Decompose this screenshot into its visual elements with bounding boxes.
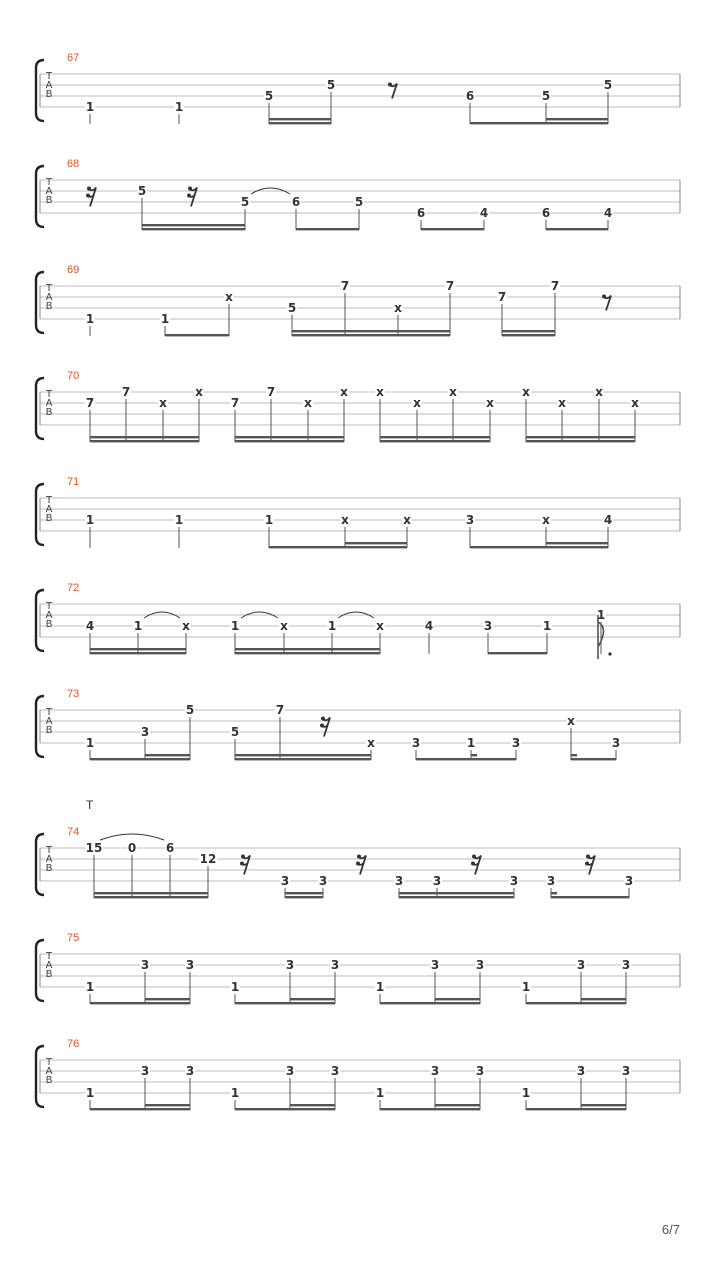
note-beam [380, 440, 490, 442]
fret-number: 5 [264, 89, 274, 103]
fret-number: x [567, 714, 575, 728]
fret-number: 3 [509, 874, 519, 888]
fret-number: 3 [546, 874, 556, 888]
note-beam [165, 334, 229, 336]
fret-number: 3 [285, 1064, 295, 1078]
note-beam [145, 998, 190, 1000]
fret-number: x [558, 396, 566, 410]
fret-number: 3 [330, 1064, 340, 1078]
fret-number: 3 [483, 619, 493, 633]
fret-number: x [340, 385, 348, 399]
note-beam [142, 228, 245, 230]
note-beam-stub [471, 754, 477, 756]
tab-clef-letter: T [45, 283, 53, 294]
fret-number: 4 [479, 206, 489, 220]
tab-clef-letter: B [45, 725, 53, 736]
fret-number: x [376, 385, 384, 399]
note-beam [235, 1108, 335, 1110]
fret-number: 7 [340, 279, 350, 293]
fret-number: 3 [140, 1064, 150, 1078]
note-beam [581, 1104, 626, 1106]
sixteenth-rest-dot [240, 862, 244, 866]
fret-number: 6 [291, 195, 301, 209]
note-beam-stub [571, 754, 577, 756]
tab-clef-letter: T [45, 177, 53, 188]
sixteenth-rest-dot [472, 855, 476, 859]
tab-clef-letter: A [45, 398, 53, 409]
sixteenth-rest-dot [585, 862, 589, 866]
measure-number: 71 [67, 476, 80, 488]
fret-number: 3 [576, 958, 586, 972]
tab-clef-letter: T [45, 495, 53, 506]
tab-clef-letter: B [45, 1075, 53, 1086]
fret-number: 3 [185, 1064, 195, 1078]
note-beam [94, 892, 208, 894]
note-beam [380, 1002, 480, 1004]
fret-number: 1 [85, 736, 95, 750]
fret-number: x [394, 301, 402, 315]
fret-number: 3 [140, 725, 150, 739]
tab-clef-letter: B [45, 969, 53, 980]
tab-clef-letter: B [45, 619, 53, 630]
measure-number: 67 [67, 52, 80, 64]
sixteenth-rest-dot [471, 862, 475, 866]
note-beam [416, 758, 516, 760]
note-beam [470, 546, 608, 548]
fret-number: 7 [445, 279, 455, 293]
note-beam [292, 334, 450, 336]
fret-number: x [403, 513, 411, 527]
fret-number: 1 [542, 619, 552, 633]
fret-number: 1 [85, 100, 95, 114]
note-beam [526, 1002, 626, 1004]
fret-number: 1 [264, 513, 274, 527]
tab-clef-letter: B [45, 407, 53, 418]
fret-number: x [195, 385, 203, 399]
eighth-rest-dot [388, 83, 392, 87]
fret-number: 3 [465, 513, 475, 527]
tab-clef-letter: T [45, 951, 53, 962]
note-beam [145, 754, 190, 756]
fret-number: x [631, 396, 639, 410]
fret-number: 5 [185, 703, 195, 717]
fret-number: 3 [411, 736, 421, 750]
fret-number: 1 [521, 1086, 531, 1100]
fret-number: 5 [354, 195, 364, 209]
fret-number: 7 [85, 396, 95, 410]
sixteenth-rest-dot [320, 724, 324, 728]
note-beam [571, 758, 616, 760]
measure-number: 73 [67, 688, 80, 700]
sixteenth-rest-dot [188, 187, 192, 191]
fret-number: 0 [127, 841, 137, 855]
fret-number: 3 [621, 1064, 631, 1078]
fret-number: 1 [521, 980, 531, 994]
note-beam [235, 1002, 335, 1004]
section-marker: T [86, 798, 94, 812]
fret-number: 1 [375, 980, 385, 994]
fret-number: 1 [596, 608, 606, 622]
fret-number: 5 [230, 725, 240, 739]
fret-number: 1 [174, 100, 184, 114]
fret-number: 6 [541, 206, 551, 220]
note-beam [345, 542, 407, 544]
sixteenth-rest-dot [241, 855, 245, 859]
fret-number: 7 [266, 385, 276, 399]
note-beam [526, 1108, 626, 1110]
fret-number: x [159, 396, 167, 410]
fret-number: 3 [394, 874, 404, 888]
fret-number: 1 [327, 619, 337, 633]
fret-number: 3 [280, 874, 290, 888]
fret-number: x [522, 385, 530, 399]
fret-number: 3 [621, 958, 631, 972]
fret-number: 1 [85, 980, 95, 994]
fret-number: 3 [330, 958, 340, 972]
note-beam [551, 896, 629, 898]
tab-clef-letter: T [45, 845, 53, 856]
tab-clef-letter: T [45, 1057, 53, 1068]
sixteenth-rest-dot [356, 862, 360, 866]
note-beam [94, 896, 208, 898]
fret-number: 1 [230, 980, 240, 994]
note-beam [90, 1108, 190, 1110]
note-beam [90, 758, 190, 760]
sixteenth-rest-dot [586, 855, 590, 859]
sixteenth-rest-dot [357, 855, 361, 859]
tab-clef-letter: B [45, 195, 53, 206]
measure-number: 76 [67, 1038, 80, 1050]
tab-clef-letter: B [45, 301, 53, 312]
sixteenth-rest-dot [321, 717, 325, 721]
note-beam [470, 122, 608, 124]
fret-number: 1 [133, 619, 143, 633]
note-beam [285, 892, 323, 894]
tab-clef-letter: A [45, 186, 53, 197]
fret-number: 3 [576, 1064, 586, 1078]
fret-number: 1 [85, 513, 95, 527]
fret-number: 5 [603, 78, 613, 92]
measure-number: 68 [67, 158, 80, 170]
fret-number: x [486, 396, 494, 410]
note-beam [546, 542, 608, 544]
note-beam [421, 228, 484, 230]
note-beam [292, 330, 450, 332]
note-beam [285, 896, 323, 898]
fret-number: 1 [466, 736, 476, 750]
tab-clef-letter: A [45, 716, 53, 727]
fret-number: 4 [85, 619, 95, 633]
fret-number: 5 [326, 78, 336, 92]
note-beam [502, 330, 555, 332]
fret-number: 3 [430, 958, 440, 972]
note-beam [380, 1108, 480, 1110]
fret-number: 3 [430, 1064, 440, 1078]
eighth-rest-dot [602, 295, 606, 299]
note-beam [145, 1104, 190, 1106]
note-beam [296, 228, 359, 230]
fret-number: 4 [424, 619, 434, 633]
fret-number: x [304, 396, 312, 410]
fret-number: 6 [416, 206, 426, 220]
fret-number: 3 [475, 1064, 485, 1078]
note-beam [90, 440, 199, 442]
fret-number: 5 [137, 184, 147, 198]
fret-number: 5 [240, 195, 250, 209]
tab-clef-letter: A [45, 854, 53, 865]
fret-number: 1 [375, 1086, 385, 1100]
fret-number: 6 [165, 841, 175, 855]
measure-number: 75 [67, 932, 80, 944]
fret-number: 1 [174, 513, 184, 527]
fret-number: 1 [230, 619, 240, 633]
measure-number: 74 [67, 826, 80, 838]
note-beam [235, 440, 344, 442]
fret-number: x [280, 619, 288, 633]
note-beam [90, 1002, 190, 1004]
note-beam [269, 118, 331, 120]
fret-number: 7 [497, 290, 507, 304]
tab-clef-letter: A [45, 1066, 53, 1077]
note-beam [399, 896, 514, 898]
note-beam [488, 652, 547, 654]
note-beam [526, 440, 635, 442]
fret-number: 3 [432, 874, 442, 888]
fret-number: 4 [603, 513, 613, 527]
fret-number: 15 [85, 841, 103, 855]
sixteenth-rest-dot [86, 194, 90, 198]
tie-arc [100, 834, 164, 840]
note-beam [546, 118, 608, 120]
note-beam [235, 652, 380, 654]
fret-number: 7 [550, 279, 560, 293]
tab-clef-letter: A [45, 504, 53, 515]
note-beam [90, 436, 199, 438]
tab-clef-letter: T [45, 389, 53, 400]
sixteenth-rest-dot [87, 187, 91, 191]
note-beam [435, 998, 480, 1000]
fret-number: x [225, 290, 233, 304]
fret-number: 1 [160, 312, 170, 326]
fret-number: 1 [230, 1086, 240, 1100]
fret-number: 3 [185, 958, 195, 972]
tab-clef-letter: A [45, 292, 53, 303]
note-beam [581, 998, 626, 1000]
measure-number: 72 [67, 582, 80, 594]
measure-number: 69 [67, 264, 80, 276]
fret-number: 7 [121, 385, 131, 399]
fret-number: 3 [140, 958, 150, 972]
fret-number: 3 [318, 874, 328, 888]
tab-clef-letter: A [45, 960, 53, 971]
fret-number: x [413, 396, 421, 410]
fret-number: 5 [541, 89, 551, 103]
fret-number: x [449, 385, 457, 399]
duration-dot [608, 652, 611, 655]
fret-number: 6 [465, 89, 475, 103]
fret-number: x [182, 619, 190, 633]
fret-number: 3 [511, 736, 521, 750]
fret-number: 7 [230, 396, 240, 410]
fret-number: 12 [199, 852, 217, 866]
note-beam [380, 436, 490, 438]
tab-clef-letter: B [45, 513, 53, 524]
note-beam [235, 436, 344, 438]
fret-number: x [376, 619, 384, 633]
fret-number: 4 [603, 206, 613, 220]
page-number: 6/7 [661, 1222, 680, 1237]
note-beam [90, 648, 186, 650]
tab-clef-letter: B [45, 863, 53, 874]
tab-clef-letter: T [45, 601, 53, 612]
note-beam [90, 652, 186, 654]
fret-number: 5 [287, 301, 297, 315]
fret-number: 7 [275, 703, 285, 717]
fret-number: 3 [285, 958, 295, 972]
note-beam [399, 892, 514, 894]
note-beam [235, 754, 371, 756]
note-beam [269, 546, 407, 548]
note-beam-stub [551, 892, 557, 894]
note-beam [235, 758, 371, 760]
note-beam [526, 436, 635, 438]
fret-number: x [367, 736, 375, 750]
fret-number: x [341, 513, 349, 527]
note-beam [435, 1104, 480, 1106]
note-beam [269, 122, 331, 124]
tab-clef-letter: A [45, 80, 53, 91]
note-beam [546, 228, 608, 230]
fret-number: x [595, 385, 603, 399]
tab-clef-letter: T [45, 707, 53, 718]
note-beam [142, 224, 245, 226]
fret-number: x [542, 513, 550, 527]
fret-number: 3 [475, 958, 485, 972]
note-beam [290, 1104, 335, 1106]
note-beam [235, 648, 380, 650]
fret-number: 1 [85, 312, 95, 326]
note-beam [290, 998, 335, 1000]
fret-number: 1 [85, 1086, 95, 1100]
measure-number: 70 [67, 370, 80, 382]
tab-clef-letter: T [45, 71, 53, 82]
fret-number: 3 [611, 736, 621, 750]
sixteenth-rest-dot [187, 194, 191, 198]
fret-number: 3 [624, 874, 634, 888]
tab-clef-letter: A [45, 610, 53, 621]
note-beam [502, 334, 555, 336]
tab-clef-letter: B [45, 89, 53, 100]
